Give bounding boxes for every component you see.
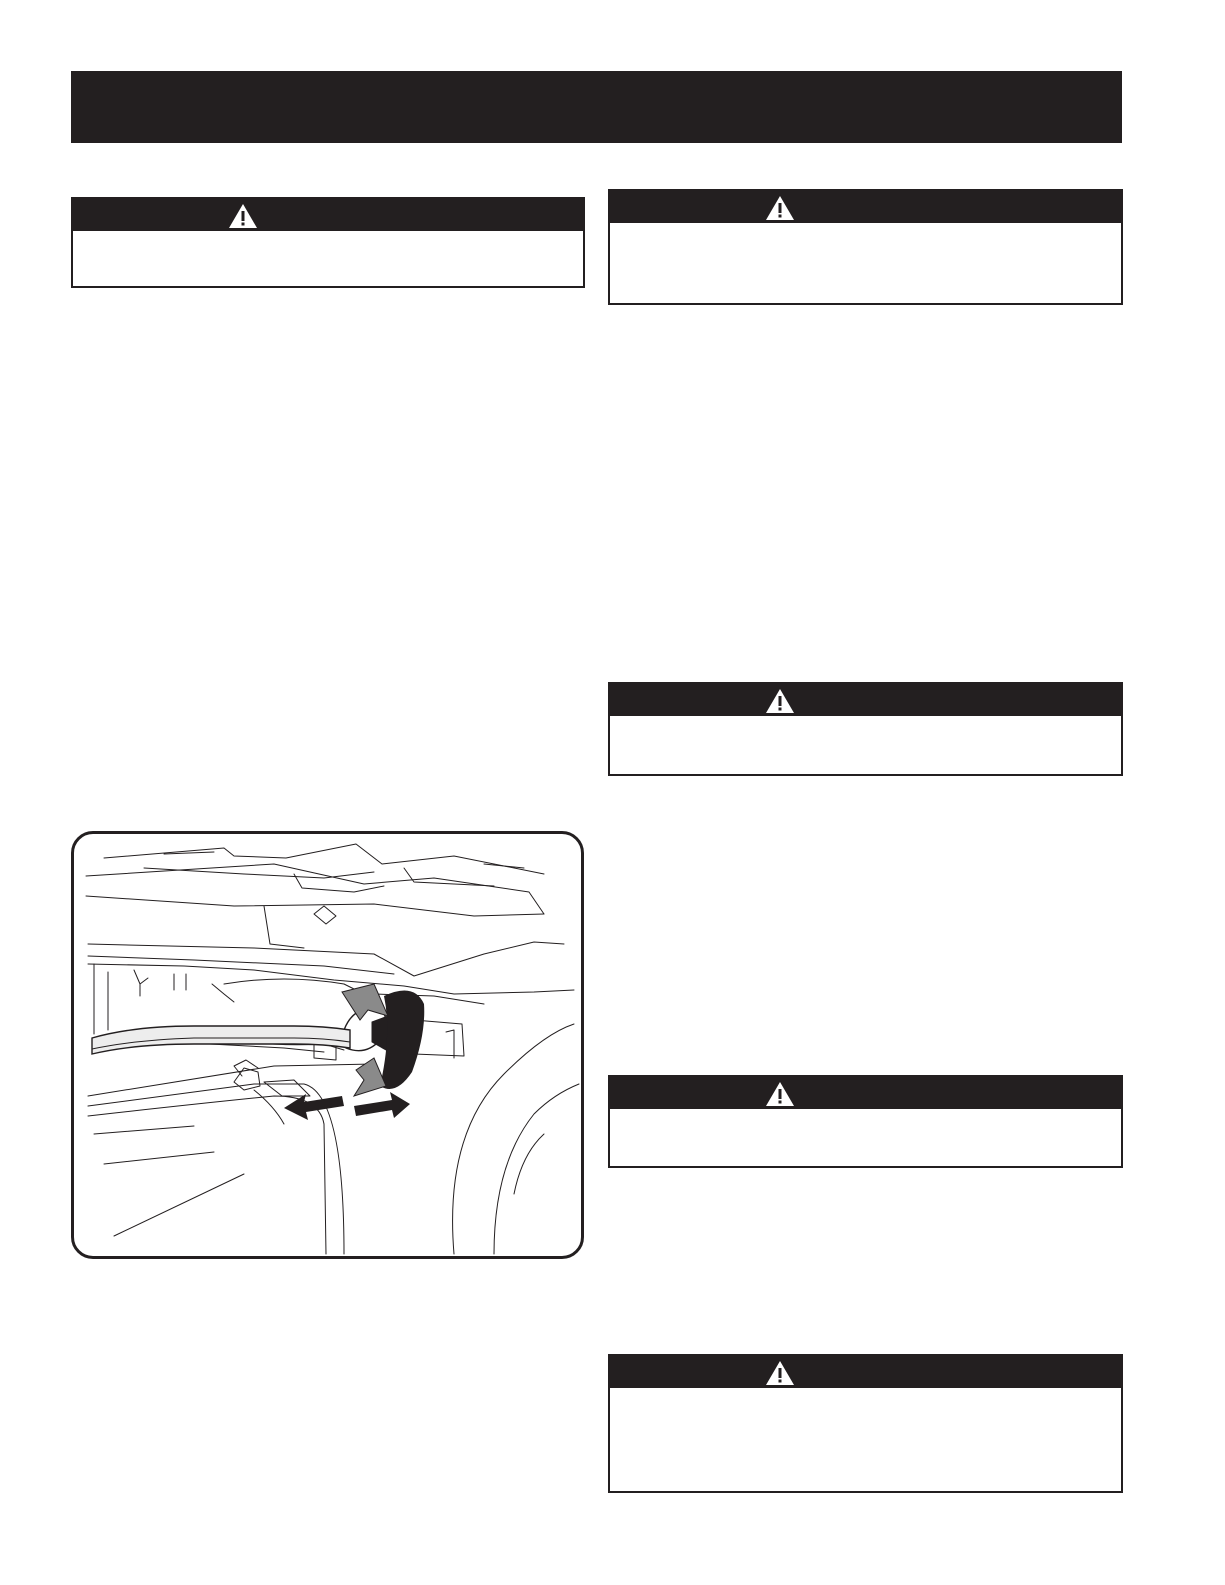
warning-header: [610, 684, 1121, 716]
warning-triangle-icon: [765, 688, 795, 714]
warning-header: [610, 1356, 1121, 1388]
warning-triangle-icon: [765, 1081, 795, 1107]
warning-box-2: [608, 189, 1123, 305]
warning-triangle-icon: [228, 203, 258, 229]
warning-triangle-icon: [765, 195, 795, 221]
warning-box-1: [71, 197, 585, 288]
warning-triangle-icon: [765, 1360, 795, 1386]
warning-header: [73, 199, 583, 231]
warning-box-4: [608, 1075, 1123, 1168]
section-header-bar: [71, 71, 1122, 143]
warning-box-5: [608, 1354, 1123, 1493]
hose-fitting-illustration: [74, 834, 581, 1256]
warning-header: [610, 1077, 1121, 1109]
warning-box-3: [608, 682, 1123, 776]
warning-header: [610, 191, 1121, 223]
figure-frame: [71, 831, 584, 1259]
